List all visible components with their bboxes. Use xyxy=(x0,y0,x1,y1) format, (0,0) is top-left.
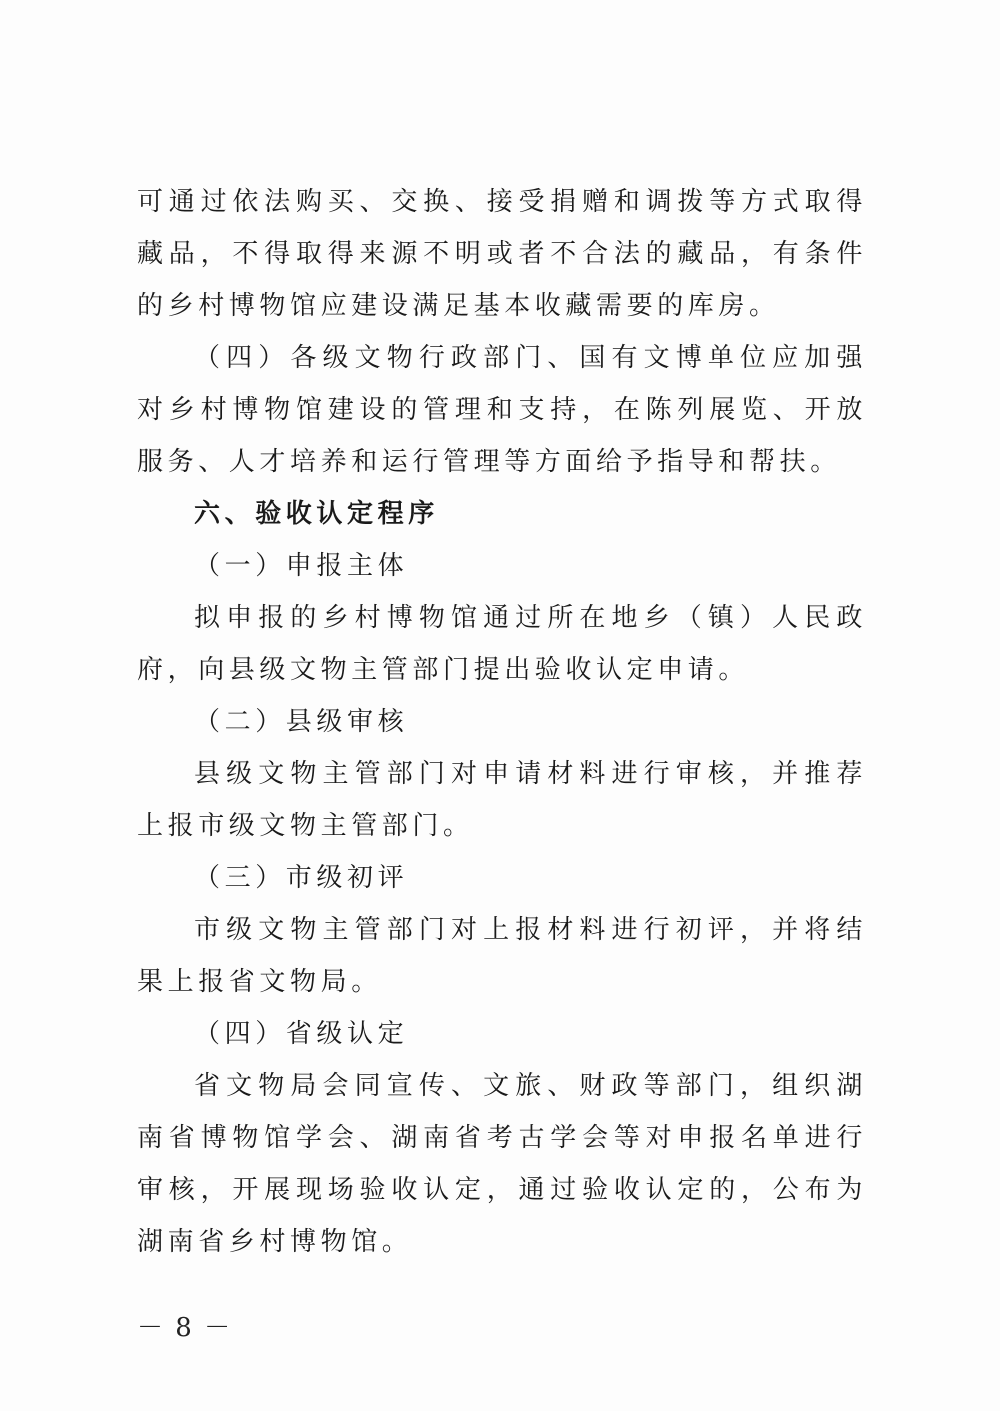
document-body xyxy=(137,176,867,1268)
paragraph-provincial-certification: 省文物局会同宣传、文旅、财政等部门，组织湖南省博物馆学会、湖南省考古学会等对申报名单进行审核，开展现场验收认定，通过验收认定的，公布为湖南省乡村博物馆。 xyxy=(137,1071,867,1257)
paragraph-collection-acquisition: 可通过依法购买、交换、接受捐赠和调拨等方式取得藏品，不得取得来源不明或者不合法的藏品，有条件的乡村博物馆应建设满足基本收藏需要的库房。 xyxy=(137,187,867,321)
paragraph-applicant: 拟申报的乡村博物馆通过所在地乡（镇）人民政府，向县级文物主管部门提出验收认定申请。 xyxy=(137,603,867,685)
paragraph-admin-support: （四）各级文物行政部门、国有文博单位应加强对乡村博物馆建设的管理和支持，在陈列展览、开放服务、人才培养和运行管理等方面给予指导和帮扶。 xyxy=(137,343,867,477)
subheading-provincial-certification: （四）省级认定 xyxy=(194,1019,409,1049)
subheading-city-evaluation: （三）市级初评 xyxy=(194,863,409,893)
paragraph-county-review: 县级文物主管部门对申请材料进行审核，并推荐上报市级文物主管部门。 xyxy=(137,759,867,841)
paragraph-city-evaluation: 市级文物主管部门对上报材料进行初评，并将结果上报省文物局。 xyxy=(137,915,867,997)
section-title-acceptance-procedure: 六、验收认定程序 xyxy=(194,499,439,529)
page-number: － 8 － xyxy=(137,1313,233,1343)
subheading-applicant: （一）申报主体 xyxy=(194,551,409,581)
subheading-county-review: （二）县级审核 xyxy=(194,707,409,737)
